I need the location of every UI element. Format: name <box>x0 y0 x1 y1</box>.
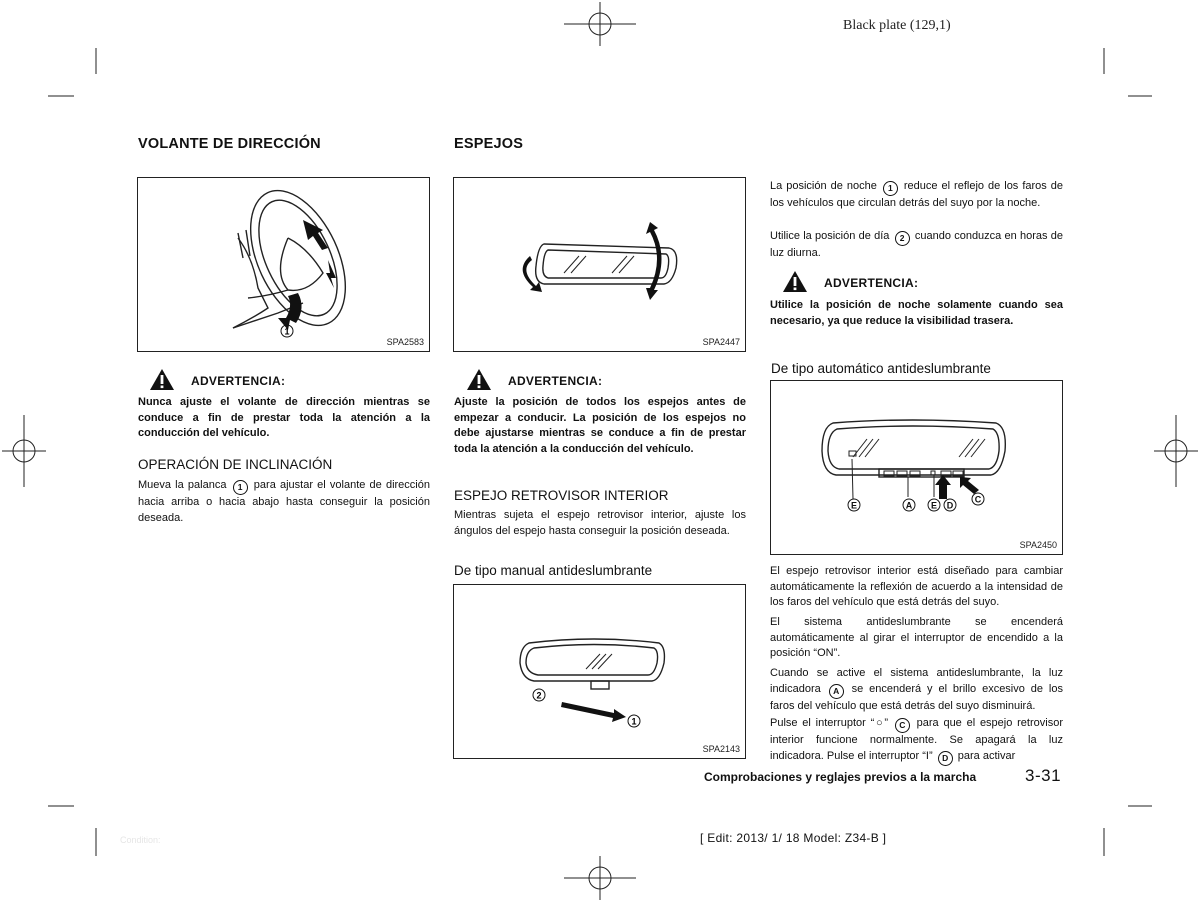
label-1 <box>628 715 640 727</box>
auto-mirror-figure <box>770 380 1063 555</box>
steering-wheel-illustration <box>138 178 429 351</box>
figure-code: SPA2447 <box>702 337 740 347</box>
label-2 <box>533 689 545 701</box>
warning-triangle-icon <box>466 368 492 396</box>
svg-text:D: D <box>946 500 954 511</box>
section-heading: VOLANTE DE DIRECCIÓN <box>138 136 321 152</box>
label-E <box>928 499 940 511</box>
auto-dimming-mirror-illustration <box>771 381 1062 554</box>
warning-triangle-icon <box>149 368 175 396</box>
label-A <box>903 499 915 511</box>
svg-text:E: E <box>930 500 938 511</box>
svg-text:E: E <box>850 500 858 511</box>
label-C <box>972 493 984 505</box>
mirror-figure <box>453 177 746 352</box>
warning-triangle-icon <box>782 270 808 298</box>
registration-mark-icon <box>564 856 636 900</box>
condition-label: Condition: <box>120 835 161 845</box>
page-number: 3-31 <box>1025 766 1062 785</box>
steering-figure <box>137 177 430 352</box>
subheading: OPERACIÓN DE INCLINACIÓN <box>138 457 333 472</box>
plate-label: Black plate (129,1) <box>843 18 951 33</box>
warning-text: Ajuste la posición de todos los espejos antes de empezar a conducir. La posición de los espejos no debe ajustarse mientras se conduce a fin de prestar toda la atención a la conducción del vehículo. <box>454 396 746 455</box>
figure-code: SPA2143 <box>702 744 740 754</box>
warning-title: ADVERTENCIA: <box>824 276 919 290</box>
callout-1: 1 <box>883 181 898 196</box>
label-E <box>848 499 860 511</box>
svg-text:1: 1 <box>631 716 637 727</box>
subheading: De tipo manual antideslumbrante <box>454 563 653 578</box>
paragraph: Mientras sujeta el espejo retrovisor interior, ajuste los ángulos del espejo hasta conseguir la posición deseada. <box>454 509 746 537</box>
svg-text:A: A <box>905 500 913 511</box>
paragraph: Cuando se active el sistema antideslumbrante, la luz indicadora A se encenderá y el brillo excesivo de los faros del vehículo que está detrás del suyo disminuirá. <box>770 667 1063 712</box>
mirror-adjust-illustration <box>454 178 745 351</box>
paragraph: El sistema antideslumbrante se encenderá automáticamente al girar el interruptor de encendido a la posición “ON”. <box>770 616 1063 659</box>
paragraph: Utilice la posición de día 2 cuando conduzca en horas de luz diurna. <box>770 230 1064 259</box>
callout-1: 1 <box>233 480 248 495</box>
paragraph: Pulse el interruptor “○” C para que el espejo retrovisor interior funcione normalmente. Se apagará la luz indicadora. Pulse el interruptor “I” D para activar <box>770 716 1063 766</box>
warning-title: ADVERTENCIA: <box>508 374 603 388</box>
svg-text:2: 2 <box>536 690 542 701</box>
registration-mark-icon <box>2 415 46 487</box>
paragraph: El espejo retrovisor interior está diseñado para cambiar automáticamente la reflexión de acuerdo a la intensidad de los faros del vehículo que está detrás del suyo. <box>770 565 1063 608</box>
callout-A: A <box>829 684 844 699</box>
footer-chapter-title: Comprobaciones y reglajes previos a la marcha <box>704 770 977 784</box>
svg-text:C: C <box>974 494 982 505</box>
svg-text:1: 1 <box>284 326 290 337</box>
edit-info: [ Edit: 2013/ 1/ 18 Model: Z34-B ] <box>700 831 887 845</box>
callout-2: 2 <box>895 231 910 246</box>
callout-C: C <box>895 718 910 733</box>
paragraph: La posición de noche 1 reduce el reflejo de los faros de los vehículos que circulan detrás del suyo por la noche. <box>770 180 1064 209</box>
registration-mark-icon <box>1154 415 1198 487</box>
figure-code: SPA2450 <box>1019 540 1057 550</box>
off-symbol-icon: ○ <box>874 717 885 729</box>
label-1 <box>281 325 293 337</box>
subheading: ESPEJO RETROVISOR INTERIOR <box>454 488 669 503</box>
manual-mirror-figure <box>453 584 746 759</box>
warning-text: Nunca ajuste el volante de dirección mientras se conduce a fin de prestar toda la atención a la conducción del vehículo. <box>138 396 430 439</box>
manual-mirror-illustration <box>454 585 745 758</box>
warning-text: Utilice la posición de noche solamente cuando sea necesario, ya que reduce la visibilidad trasera. <box>770 299 1063 327</box>
label-D <box>944 499 956 511</box>
section-heading: ESPEJOS <box>454 136 524 152</box>
registration-mark-icon <box>564 2 636 46</box>
subheading: De tipo automático antideslumbrante <box>771 361 991 376</box>
figure-code: SPA2583 <box>386 337 424 347</box>
paragraph: Mueva la palanca 1 para ajustar el volante de dirección hacia arriba o hacia abajo hasta conseguir la posición deseada. <box>138 479 430 524</box>
callout-D: D <box>938 751 953 766</box>
warning-title: ADVERTENCIA: <box>191 374 286 388</box>
